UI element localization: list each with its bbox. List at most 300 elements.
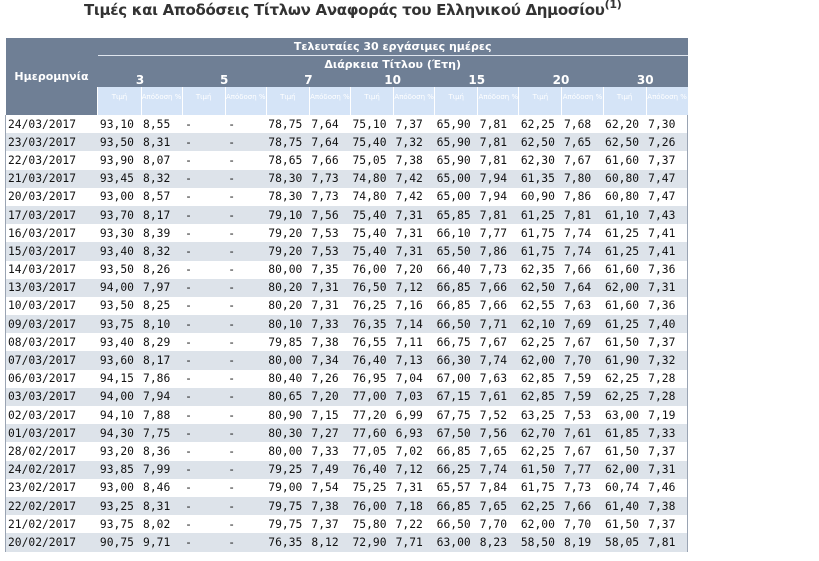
yield-cell: 7,31	[394, 206, 435, 224]
yield-cell: 7,81	[478, 151, 519, 169]
price-cell: 75,40	[350, 224, 393, 242]
price-cell: 76,25	[350, 297, 393, 315]
duration-header: 15	[435, 72, 519, 87]
yield-cell: -	[225, 388, 266, 406]
duration-row	[6, 72, 688, 87]
yield-cell: -	[225, 188, 266, 206]
yield-subheader	[225, 87, 266, 115]
yield-cell: 7,37	[394, 115, 435, 133]
yield-cell: 7,97	[141, 279, 182, 297]
yield-cell: 8,25	[141, 297, 182, 315]
price-cell: 77,20	[350, 406, 393, 424]
table-header	[6, 38, 688, 115]
yield-subheader-label: Απόδοση %	[562, 93, 603, 101]
date-cell: 03/03/2017	[6, 388, 98, 406]
date-cell: 20/03/2017	[6, 188, 98, 206]
price-cell: 62,25	[519, 442, 562, 460]
yield-cell: 7,11	[394, 333, 435, 351]
yield-cell: 8,23	[478, 533, 519, 551]
yield-cell: -	[225, 424, 266, 442]
price-cell: -	[182, 333, 225, 351]
price-cell: 94,10	[98, 406, 141, 424]
price-cell: -	[182, 224, 225, 242]
price-subheader	[182, 87, 225, 115]
price-cell: 79,75	[266, 515, 309, 533]
yield-subheader	[478, 87, 519, 115]
yield-subheader	[141, 87, 182, 115]
yield-cell: 7,34	[309, 351, 350, 369]
table-row	[6, 297, 688, 315]
yield-cell: 7,67	[562, 151, 603, 169]
yield-cell: 8,31	[141, 497, 182, 515]
yield-cell: 7,27	[309, 424, 350, 442]
price-subheader-label: Τιμή	[111, 93, 128, 101]
yield-cell: 7,41	[646, 242, 687, 260]
date-cell: 14/03/2017	[6, 261, 98, 279]
yield-cell: 7,81	[562, 206, 603, 224]
price-cell: -	[182, 242, 225, 260]
price-cell: 94,30	[98, 424, 141, 442]
price-cell: 76,35	[350, 315, 393, 333]
yield-cell: 7,65	[478, 497, 519, 515]
price-cell: 93,50	[98, 261, 141, 279]
price-cell: 79,20	[266, 242, 309, 260]
price-cell: 62,00	[603, 279, 646, 297]
price-cell: 75,40	[350, 242, 393, 260]
yield-cell: 7,66	[478, 297, 519, 315]
price-cell: 62,55	[519, 297, 562, 315]
price-cell: 93,40	[98, 242, 141, 260]
yield-cell: 7,31	[646, 461, 687, 479]
price-cell: -	[182, 351, 225, 369]
yield-cell: 7,74	[478, 461, 519, 479]
title-footnote-marker: (1)	[604, 0, 622, 11]
price-cell: 63,25	[519, 406, 562, 424]
yield-cell: 7,28	[646, 388, 687, 406]
yield-subheader-label: Απόδοση %	[647, 93, 687, 101]
price-cell: 62,70	[519, 424, 562, 442]
table-row	[6, 406, 688, 424]
yield-cell: 7,74	[562, 224, 603, 242]
price-cell: 62,25	[519, 497, 562, 515]
yield-cell: 7,33	[309, 315, 350, 333]
yield-subheader-label: Απόδοση %	[478, 93, 519, 101]
yield-cell: -	[225, 479, 266, 497]
table-row	[6, 115, 688, 133]
yield-cell: 8,32	[141, 170, 182, 188]
price-cell: 62,25	[603, 370, 646, 388]
yield-subheader	[394, 87, 435, 115]
date-cell: 16/03/2017	[6, 224, 98, 242]
price-cell: 93,50	[98, 297, 141, 315]
price-cell: -	[182, 497, 225, 515]
price-cell: 66,85	[435, 442, 478, 460]
yield-cell: 7,99	[141, 461, 182, 479]
price-subheader-label: Τιμή	[532, 93, 549, 101]
yield-cell: 7,59	[562, 388, 603, 406]
price-cell: 60,80	[603, 170, 646, 188]
price-cell: 75,05	[350, 151, 393, 169]
yield-cell: 7,03	[394, 388, 435, 406]
yield-cell: 7,38	[394, 151, 435, 169]
price-cell: -	[182, 279, 225, 297]
yield-subheader	[309, 87, 350, 115]
yield-cell: 8,57	[141, 188, 182, 206]
price-cell: 65,57	[435, 479, 478, 497]
price-cell: 80,00	[266, 261, 309, 279]
yield-cell: 7,94	[478, 170, 519, 188]
table-row	[6, 188, 688, 206]
price-cell: 90,75	[98, 533, 141, 551]
price-cell: 80,40	[266, 370, 309, 388]
yield-cell: 8,31	[141, 133, 182, 151]
yield-cell: 7,31	[309, 297, 350, 315]
yield-cell: 8,29	[141, 333, 182, 351]
price-cell: 66,40	[435, 261, 478, 279]
price-cell: 67,75	[435, 406, 478, 424]
price-cell: -	[182, 151, 225, 169]
price-cell: 93,75	[98, 515, 141, 533]
price-cell: 93,90	[98, 151, 141, 169]
yield-cell: 7,37	[646, 515, 687, 533]
yield-cell: 7,94	[478, 188, 519, 206]
price-cell: -	[182, 261, 225, 279]
price-cell: 93,70	[98, 206, 141, 224]
yield-subheader	[562, 87, 603, 115]
yield-cell: 7,73	[562, 479, 603, 497]
table-row	[6, 370, 688, 388]
price-cell: 62,85	[519, 370, 562, 388]
yield-cell: 7,75	[141, 424, 182, 442]
price-cell: 79,85	[266, 333, 309, 351]
price-cell: -	[182, 206, 225, 224]
price-cell: 62,50	[519, 133, 562, 151]
date-cell: 15/03/2017	[6, 242, 98, 260]
date-cell: 23/03/2017	[6, 133, 98, 151]
price-cell: 76,50	[350, 279, 393, 297]
price-subheader-label: Τιμή	[364, 93, 380, 101]
yield-cell: 7,70	[562, 515, 603, 533]
yield-cell: 7,88	[141, 406, 182, 424]
yield-cell: 7,63	[562, 297, 603, 315]
price-subheader	[266, 87, 309, 115]
duration-header: 20	[519, 72, 603, 87]
date-cell: 07/03/2017	[6, 351, 98, 369]
date-cell: 13/03/2017	[6, 279, 98, 297]
price-cell: 58,05	[603, 533, 646, 551]
yield-cell: 7,63	[478, 370, 519, 388]
price-cell: 72,90	[350, 533, 393, 551]
yield-cell: 7,37	[646, 151, 687, 169]
table-row	[6, 224, 688, 242]
yield-cell: 7,15	[309, 406, 350, 424]
yield-cell: -	[225, 333, 266, 351]
yield-cell: 6,93	[394, 424, 435, 442]
price-cell: 77,60	[350, 424, 393, 442]
price-subheader-label: Τιμή	[280, 93, 296, 101]
page-title-text: Τιμές και Αποδόσεις Τίτλων Αναφοράς του Ελληνικού Δημοσίου	[84, 1, 605, 19]
date-cell: 24/03/2017	[6, 115, 98, 133]
price-cell: 78,30	[266, 170, 309, 188]
price-cell: 93,00	[98, 479, 141, 497]
date-cell: 21/02/2017	[6, 515, 98, 533]
yield-cell: 8,02	[141, 515, 182, 533]
price-cell: 80,10	[266, 315, 309, 333]
yield-cell: -	[225, 206, 266, 224]
yield-cell: 7,32	[646, 351, 687, 369]
yield-cell: 7,73	[478, 261, 519, 279]
price-cell: -	[182, 133, 225, 151]
yield-cell: 7,64	[562, 279, 603, 297]
price-cell: 79,10	[266, 206, 309, 224]
yield-cell: 7,56	[478, 424, 519, 442]
price-cell: 62,30	[519, 151, 562, 169]
price-cell: 62,85	[519, 388, 562, 406]
yield-cell: 7,12	[394, 279, 435, 297]
yield-cell: 7,94	[141, 388, 182, 406]
price-cell: 65,85	[435, 206, 478, 224]
yield-cell: 7,02	[394, 442, 435, 460]
price-cell: 61,60	[603, 151, 646, 169]
price-cell: 75,40	[350, 206, 393, 224]
yield-cell: 7,26	[309, 370, 350, 388]
price-cell: -	[182, 188, 225, 206]
yield-cell: -	[225, 442, 266, 460]
table-row	[6, 242, 688, 260]
price-subheader	[603, 87, 646, 115]
price-cell: 65,50	[435, 242, 478, 260]
yield-cell: 7,52	[478, 406, 519, 424]
price-cell: 61,40	[603, 497, 646, 515]
yield-cell: 7,67	[562, 333, 603, 351]
yield-cell: 7,71	[394, 533, 435, 551]
price-subheader	[350, 87, 393, 115]
price-cell: 76,95	[350, 370, 393, 388]
yield-cell: 8,17	[141, 351, 182, 369]
price-cell: 80,00	[266, 442, 309, 460]
yield-cell: 7,37	[646, 442, 687, 460]
yield-cell: -	[225, 315, 266, 333]
yield-cell: 7,81	[478, 133, 519, 151]
price-cell: 61,25	[603, 315, 646, 333]
price-cell: 66,75	[435, 333, 478, 351]
table-row	[6, 333, 688, 351]
price-cell: 76,40	[350, 351, 393, 369]
table-row	[6, 442, 688, 460]
price-cell: 61,25	[603, 242, 646, 260]
price-cell: 61,25	[519, 206, 562, 224]
price-cell: 75,40	[350, 133, 393, 151]
yield-cell: -	[225, 170, 266, 188]
yield-cell: 7,66	[478, 279, 519, 297]
yield-cell: 7,81	[646, 533, 687, 551]
price-cell: 77,00	[350, 388, 393, 406]
date-cell: 01/03/2017	[6, 424, 98, 442]
yield-cell: 7,35	[309, 261, 350, 279]
price-cell: 61,50	[519, 461, 562, 479]
yield-cell: 7,38	[646, 497, 687, 515]
price-cell: 74,80	[350, 170, 393, 188]
price-cell: 93,85	[98, 461, 141, 479]
date-cell: 22/02/2017	[6, 497, 98, 515]
price-cell: 93,10	[98, 115, 141, 133]
bond-prices-table	[5, 38, 688, 552]
price-cell: 76,00	[350, 497, 393, 515]
yield-cell: 7,64	[309, 115, 350, 133]
price-cell: 61,60	[603, 297, 646, 315]
table-row	[6, 261, 688, 279]
price-cell: 62,50	[603, 133, 646, 151]
yield-cell: 7,67	[478, 333, 519, 351]
price-subheader	[435, 87, 478, 115]
column-header-date: Ημερομηνία	[6, 38, 98, 115]
price-cell: 76,00	[350, 261, 393, 279]
price-cell: 67,00	[435, 370, 478, 388]
price-cell: 93,20	[98, 442, 141, 460]
yield-cell: 7,47	[646, 188, 687, 206]
price-cell: -	[182, 370, 225, 388]
yield-cell: -	[225, 115, 266, 133]
price-cell: -	[182, 479, 225, 497]
price-cell: 62,25	[603, 388, 646, 406]
yield-cell: 7,42	[394, 170, 435, 188]
yield-cell: 7,86	[478, 242, 519, 260]
yield-cell: 7,43	[646, 206, 687, 224]
yield-cell: 7,68	[562, 115, 603, 133]
table-row	[6, 351, 688, 369]
date-cell: 28/02/2017	[6, 442, 98, 460]
price-cell: 61,50	[603, 515, 646, 533]
yield-cell: 7,69	[562, 315, 603, 333]
yield-cell: 8,26	[141, 261, 182, 279]
price-cell: 61,75	[519, 479, 562, 497]
yield-cell: 7,71	[478, 315, 519, 333]
yield-cell: 8,12	[309, 533, 350, 551]
table-row	[6, 388, 688, 406]
price-cell: -	[182, 115, 225, 133]
price-cell: -	[182, 170, 225, 188]
yield-cell: 7,31	[394, 224, 435, 242]
price-cell: 75,80	[350, 515, 393, 533]
price-cell: 58,50	[519, 533, 562, 551]
table-row	[6, 479, 688, 497]
yield-cell: 7,13	[394, 351, 435, 369]
yield-cell: 7,86	[141, 370, 182, 388]
yield-cell: 8,36	[141, 442, 182, 460]
yield-cell: 7,37	[309, 515, 350, 533]
yield-cell: 7,74	[478, 351, 519, 369]
yield-cell: 7,53	[309, 224, 350, 242]
yield-cell: 7,65	[478, 442, 519, 460]
yield-cell: 7,67	[562, 442, 603, 460]
yield-cell: 7,18	[394, 497, 435, 515]
duration-header: 30	[603, 72, 687, 87]
yield-cell: -	[225, 279, 266, 297]
yield-cell: 7,70	[562, 351, 603, 369]
price-cell: -	[182, 533, 225, 551]
yield-cell: 7,33	[646, 424, 687, 442]
price-cell: 65,00	[435, 170, 478, 188]
yield-cell: -	[225, 133, 266, 151]
price-cell: 94,00	[98, 388, 141, 406]
price-cell: 66,25	[435, 461, 478, 479]
yield-cell: -	[225, 515, 266, 533]
price-subheader-label: Τιμή	[195, 93, 212, 101]
price-cell: -	[182, 388, 225, 406]
price-cell: -	[182, 442, 225, 460]
yield-cell: 7,22	[394, 515, 435, 533]
price-cell: 67,50	[435, 424, 478, 442]
price-cell: 80,00	[266, 351, 309, 369]
price-cell: 80,20	[266, 297, 309, 315]
yield-cell: 7,74	[562, 242, 603, 260]
price-cell: 67,15	[435, 388, 478, 406]
price-cell: 61,10	[603, 206, 646, 224]
price-cell: 61,50	[603, 442, 646, 460]
yield-cell: 7,46	[646, 479, 687, 497]
price-cell: 79,20	[266, 224, 309, 242]
price-cell: 80,65	[266, 388, 309, 406]
price-cell: 76,40	[350, 461, 393, 479]
yield-cell: 7,66	[562, 261, 603, 279]
yield-cell: 7,61	[562, 424, 603, 442]
yield-cell: 7,86	[562, 188, 603, 206]
price-cell: 61,60	[603, 261, 646, 279]
price-cell: 93,40	[98, 333, 141, 351]
yield-cell: 7,66	[309, 151, 350, 169]
table-row	[6, 133, 688, 151]
yield-cell: 7,30	[646, 115, 687, 133]
table-row	[6, 533, 688, 551]
yield-cell: -	[225, 461, 266, 479]
yield-cell: 7,41	[646, 224, 687, 242]
period-caption: Τελευταίες 30 εργάσιμες ημέρες	[98, 38, 688, 56]
yield-cell: 8,10	[141, 315, 182, 333]
yield-cell: 7,77	[478, 224, 519, 242]
yield-cell: 7,73	[309, 170, 350, 188]
price-cell: 63,00	[603, 406, 646, 424]
page-title	[0, 1, 819, 19]
yield-cell: 7,73	[309, 188, 350, 206]
price-cell: 94,00	[98, 279, 141, 297]
price-cell: 77,05	[350, 442, 393, 460]
price-cell: 76,35	[266, 533, 309, 551]
price-cell: 61,75	[519, 224, 562, 242]
price-cell: 66,50	[435, 315, 478, 333]
price-subheader	[519, 87, 562, 115]
yield-cell: 7,42	[394, 188, 435, 206]
table-row	[6, 461, 688, 479]
yield-cell: -	[225, 533, 266, 551]
yield-cell: -	[225, 224, 266, 242]
yield-cell: 7,47	[646, 170, 687, 188]
yield-cell: 7,31	[394, 242, 435, 260]
price-cell: 61,50	[603, 333, 646, 351]
yield-cell: 7,81	[478, 206, 519, 224]
price-cell: 78,75	[266, 115, 309, 133]
table-row	[6, 206, 688, 224]
duration-header: 3	[98, 72, 182, 87]
date-cell: 08/03/2017	[6, 333, 98, 351]
yield-cell: 8,32	[141, 242, 182, 260]
price-cell: 60,90	[519, 188, 562, 206]
yield-cell: 7,65	[562, 133, 603, 151]
yield-cell: 7,16	[394, 297, 435, 315]
duration-header: 10	[350, 72, 434, 87]
price-cell: 79,75	[266, 497, 309, 515]
yield-cell: 7,84	[478, 479, 519, 497]
price-cell: 65,00	[435, 188, 478, 206]
